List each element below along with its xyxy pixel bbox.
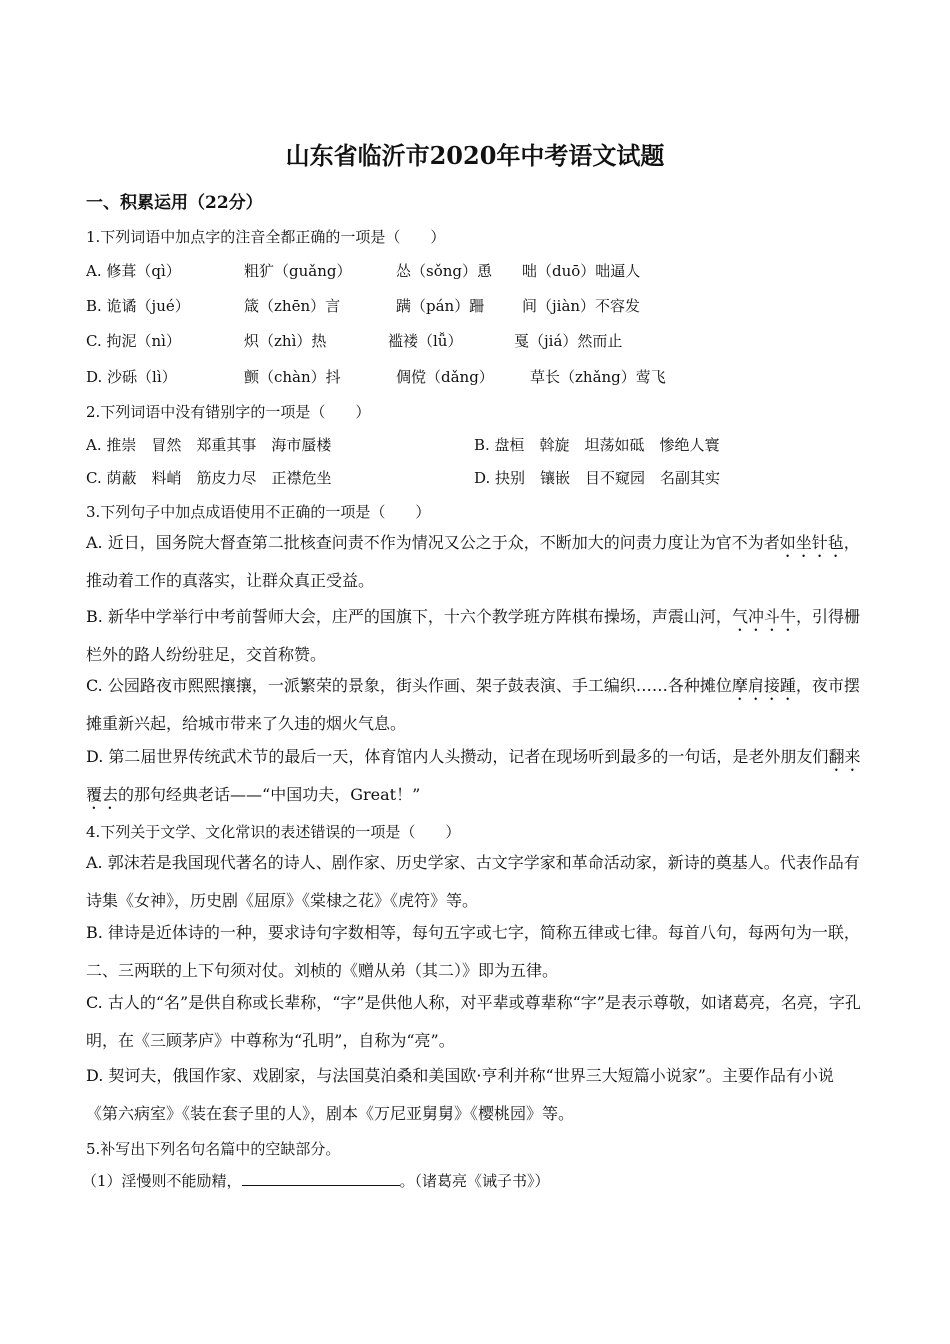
q4-option-a: A. 郭沫若是我国现代著名的诗人、剧作家、历史学家、古文字学家和革命活动家，新诗的奠基人。代表作品有诗集《女神》，历史剧《屈原》《棠棣之花》《虎符》等。 (86, 853, 860, 910)
q3-option-d-tail: 的那句经典老话——“中国功夫，Great！” (118, 785, 421, 804)
q1-option-d-1: D. 沙砾（lì） (86, 368, 177, 386)
q3-option-a-idiom: 如坐针毡 (779, 533, 844, 552)
q3-option-a-text: A. 近日，国务院大督查第二批核查问责不作为情况又公之于众，不断加大的问责力度让为官不为者 (86, 533, 780, 552)
q3-option-d-idiom: 翻来覆去 (86, 747, 861, 804)
q3-option-a-tail: ，推动着工作的真落实，让群众真正受益。 (86, 533, 860, 590)
q2-option-c: C. 荫蔽 料峭 筋皮力尽 正襟危坐 (86, 469, 332, 487)
question-4-stem: 4.下列关于文学、文化常识的表述错误的一项是（ ） (86, 823, 461, 841)
q1-option-d-4: 草长（zhǎng）莺飞 (530, 368, 666, 386)
q3-option-c-idiom: 摩肩接踵 (731, 676, 796, 695)
q1-option-b-3: 蹒（pán）跚 (396, 297, 485, 315)
q4-option-b: B. 律诗是近体诗的一种，要求诗句字数相等，每句五字或七字，简称五律或七律。每首八句，每两句为一联，二、三两联的上下句须对仗。刘桢的《赠从弟（其二）》即为五律。 (86, 923, 860, 980)
q3-option-d-text: D. 第二届世界传统武术节的最后一天，体育馆内人头攒动，记者在现场听到最多的一句话，是老外朋友们 (86, 747, 829, 766)
question-2-stem: 2.下列词语中没有错别字的一项是（ ） (86, 403, 371, 421)
q1-option-a-3: 怂（sǒng）恿 (396, 262, 492, 280)
q1-option-b-2: 箴（zhēn）言 (244, 297, 341, 315)
question-1-stem: 1.下列词语中加点字的注音全都正确的一项是（ ） (86, 228, 446, 246)
q1-option-c-3: 褴褛（lǚ） (388, 332, 463, 350)
q1-option-a-4: 咄（duō）咄逼人 (522, 262, 641, 280)
q4-option-d: D. 契诃夫，俄国作家、戏剧家，与法国莫泊桑和美国欧·亨利并称“世界三大短篇小说家”。主要作品有小说《第六病室》《装在套子里的人》，剧本《万尼亚舅舅》《樱桃园》等。 (86, 1066, 834, 1123)
q1-option-b-1: B. 诡谲（jué） (86, 297, 190, 315)
q1-option-a-1: A. 修葺（qì） (86, 262, 181, 280)
answer-blank[interactable] (242, 1171, 400, 1186)
q1-option-c-4: 戛（jiá）然而止 (514, 332, 623, 350)
q3-option-b-idiom: 气冲斗牛 (731, 607, 796, 626)
question-3-stem: 3.下列句子中加点成语使用不正确的一项是（ ） (86, 503, 431, 521)
q3-option-d (86, 738, 864, 814)
q3-option-c-tail: ，夜市摆摊重新兴起，给城市带来了久违的烟火气息。 (86, 676, 860, 733)
q1-option-d-2: 颤（chàn）抖 (244, 368, 341, 386)
q3-option-b-tail: ，引得栅栏外的路人纷纷驻足，交首称赞。 (86, 607, 860, 664)
q1-option-d-3: 倜傥（dǎng） (396, 368, 494, 386)
q4-option-c: C. 古人的“名”是供自称或长辈称，“字”是供他人称，对平辈或尊辈称“字”是表示尊敬，如诸葛亮，名亮，字孔明，在《三顾茅庐》中尊称为“孔明”，自称为“亮”。 (86, 993, 861, 1050)
q2-option-b: B. 盘桓 斡旋 坦荡如砥 惨绝人寰 (474, 436, 720, 454)
q5-item-1 (82, 1170, 550, 1191)
section-heading: 一、积累运用（22分） (86, 193, 263, 213)
page-title: 山东省临沂市2020年中考语文试题 (285, 141, 665, 170)
q3-option-b (86, 598, 864, 674)
q5-item-1-source: 。（诸葛亮《诫子书》） (399, 1172, 550, 1190)
q5-item-1-text: （1）淫慢则不能励精， (82, 1172, 242, 1190)
q1-option-c-1: C. 拘泥（nì） (86, 332, 181, 350)
q3-option-c-text: C. 公园路夜市熙熙攘攘，一派繁荣的景象，街头作画、架子鼓表演、手工编织……各种摊位 (86, 676, 732, 695)
q1-option-b-4: 间（jiàn）不容发 (522, 297, 641, 315)
question-5-stem: 5.补写出下列名句名篇中的空缺部分。 (86, 1140, 341, 1158)
q2-option-a: A. 推崇 冒然 郑重其事 海市蜃楼 (86, 436, 332, 454)
q3-option-c (86, 667, 864, 743)
q1-option-a-2: 粗犷（guǎng） (244, 262, 352, 280)
q3-option-a (86, 524, 864, 600)
q2-option-d: D. 抉别 镶嵌 目不窥园 名副其实 (474, 469, 721, 487)
q1-option-c-2: 炽（zhì）热 (244, 332, 327, 350)
q3-option-b-text: B. 新华中学举行中考前誓师大会，庄严的国旗下，十六个教学班方阵棋布操场，声震山河， (86, 607, 732, 626)
